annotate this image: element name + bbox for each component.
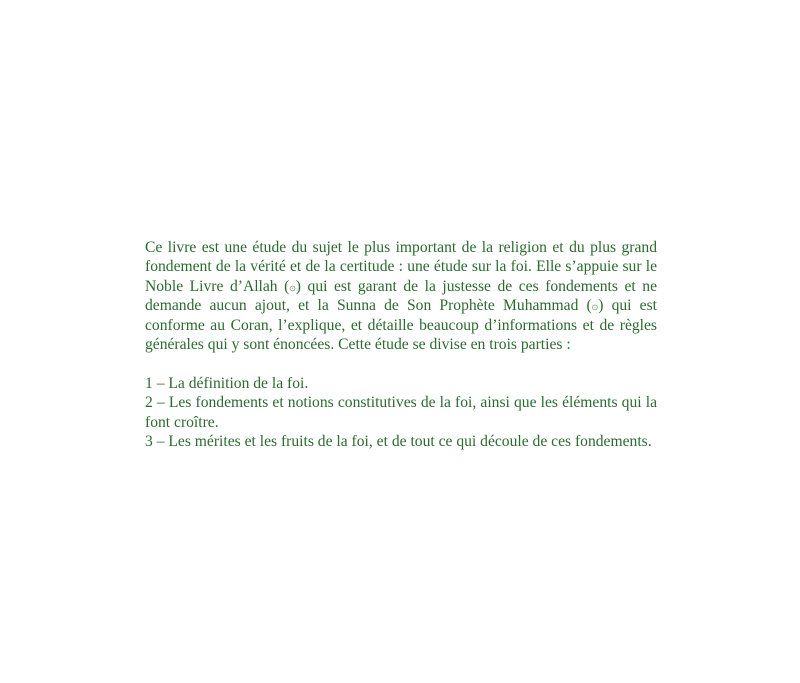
parts-list — [145, 374, 657, 452]
intro-part-3: ) qui est conforme au Coran, l’explique, et détaille beaucoup d’informations et de règles générales qui y sont énoncées. Cette étude se divise en trois parties : — [145, 297, 657, 354]
honorific-allah-icon: ۞ — [289, 279, 296, 293]
list-item: 2 – Les fondements et notions constitutives de la foi, ainsi que les éléments qui la font croître. — [145, 394, 657, 431]
list-item: 1 – La définition de la foi. — [145, 374, 309, 392]
intro-part-1: Ce livre est une étude du sujet le plus important de la religion et du plus grand fondement de la vérité et de la certitude : une étude sur la foi. Elle s’appuie sur le Noble Livre d’Allah ( — [145, 239, 657, 295]
intro-paragraph — [145, 238, 657, 354]
intro-part-2: ) qui est garant de la justesse de ces fondements et ne demande aucun ajout, et la Sunna de Son Prophète Muhammad ( — [145, 277, 658, 315]
document-text — [145, 238, 657, 451]
honorific-prophet-icon: ۞ — [591, 299, 599, 313]
list-item: 3 – Les mérites et les fruits de la foi, et de tout ce qui découle de ces fondements. — [145, 433, 652, 451]
